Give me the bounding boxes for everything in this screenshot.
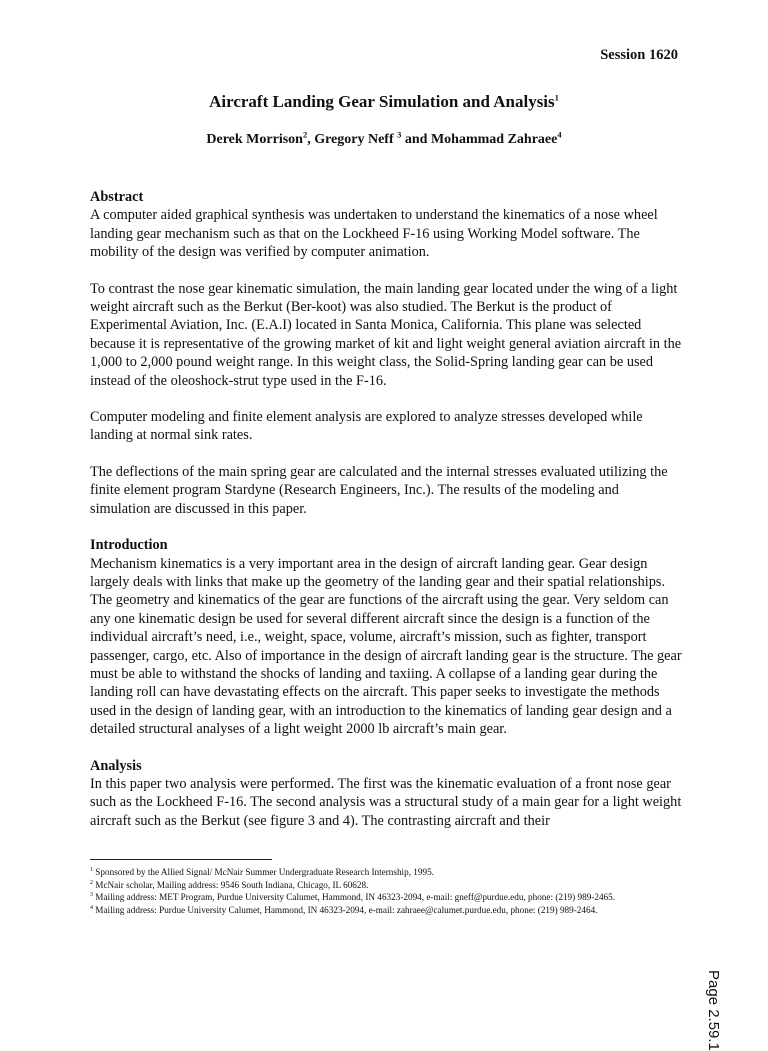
author-separator: ,	[307, 132, 315, 147]
footnote	[90, 891, 690, 904]
paper-body	[90, 188, 682, 848]
footnote-number: 2	[90, 879, 93, 886]
author-footnote-marker: 3	[397, 129, 402, 140]
footnote	[90, 866, 690, 879]
abstract-heading: Abstract	[90, 189, 144, 205]
footnote-number: 3	[90, 891, 93, 898]
footnote	[90, 879, 690, 892]
abstract-paragraph: A computer aided graphical synthesis was undertaken to understand the kinematics of a nose wheel landing gear mechanism such as that on the Lockheed F-16 using Working Model software. The mobility of the design was verified by computer animation.	[90, 207, 658, 261]
author-separator: and	[401, 132, 431, 147]
footnote-number: 4	[90, 904, 93, 911]
abstract-paragraph: Computer modeling and finite element analysis are explored to analyze stresses developed while landing at normal sink rates.	[90, 409, 643, 444]
footnotes	[90, 866, 690, 916]
abstract-paragraph: To contrast the nose gear kinematic simulation, the main landing gear located under the wing of a light weight aircraft such as the Berkut (Ber-koot) was also studied. The Berkut is the product of Experimental Aviation, Inc. (E.A.I) located in Santa Monica, California. This plane was selected because it is representative of the growing market of kit and light weight general aviation aircraft in the 1,000 to 2,000 pound weight range. In this weight class, the Solid-Spring landing gear can be used instead of the oleoshock-strut type used in the F-16.	[90, 280, 682, 389]
introduction-paragraph: Mechanism kinematics is a very important area in the design of aircraft landing gear. Gear design largely deals with links that make up the geometry of the landing gear and their spatial relationships. The geometry and kinematics of the gear are functions of the aircraft using the gear. Very seldom can any one kinematic design be used for several different aircraft since the design is a function of the individual aircraft’s need, i.e., weight, space, volume, aircraft’s mission, such as fighter, transport passenger, cargo, etc. Also of importance in the design of aircraft landing gear is the structure. The gear must be able to withstand the shocks of landing and taxiing. A collapse of a landing gear during the landing roll can have devastating effects on the aircraft. This paper seeks to investigate the methods used in the design of landing gear, with an introduction to the kinematics of landing gear design and a detailed structural analyses of a light weight 2000 lb aircraft’s main gear.	[90, 555, 682, 738]
author-name: Gregory Neff	[314, 132, 398, 147]
author-footnote-marker: 2	[302, 129, 308, 140]
footnote-text: Sponsored by the Allied Signal/ McNair Summer Undergraduate Research Internship, 1995.	[93, 867, 434, 877]
footnote-text: Mailing address: MET Program, Purdue University Calumet, Hammond, IN 46323-2094, e-mail: gneff@purdue.edu, phone: (219) 989-2465.	[93, 892, 616, 902]
author-name: Derek Morrison	[206, 132, 303, 147]
page-number: Page 2.59.1	[705, 970, 722, 1051]
footnote-text: McNair scholar, Mailing address: 9546 South Indiana, Chicago, IL 60628.	[93, 879, 369, 890]
author-line	[0, 129, 768, 148]
footnote-number: 1	[90, 866, 93, 873]
footnote-text: Mailing address: Purdue University Calumet, Hammond, IN 46323-2094, e-mail: zahraee@calumet.purdue.edu, phone: (219) 989-2464.	[93, 904, 598, 915]
title-text: Aircraft Landing Gear Simulation and Analysis	[209, 92, 555, 111]
footnote-divider	[90, 859, 272, 860]
introduction-heading: Introduction	[90, 537, 168, 554]
analysis-heading: Analysis	[90, 757, 142, 774]
author-footnote-marker: 4	[557, 129, 562, 140]
analysis-paragraph: In this paper two analysis were performed. The first was the kinematic evaluation of a front nose gear such as the Lockheed F-16. The second analysis was a structural study of a main gear for a light weight aircraft such as the Berkut (see figure 3 and 4). The contrasting aircraft and their	[90, 775, 682, 829]
author-name: Mohammad Zahraee	[430, 132, 558, 147]
session-label: Session 1620	[600, 47, 678, 63]
abstract-paragraph: The deflections of the main spring gear are calculated and the internal stresses evaluated utilizing the finite element program Stardyne (Research Engineers, Inc.). The results of the modeling and simulation are discussed in this paper.	[90, 463, 668, 517]
footnote	[90, 904, 690, 917]
paper-title	[0, 92, 768, 112]
title-footnote-marker: 1	[554, 92, 559, 103]
